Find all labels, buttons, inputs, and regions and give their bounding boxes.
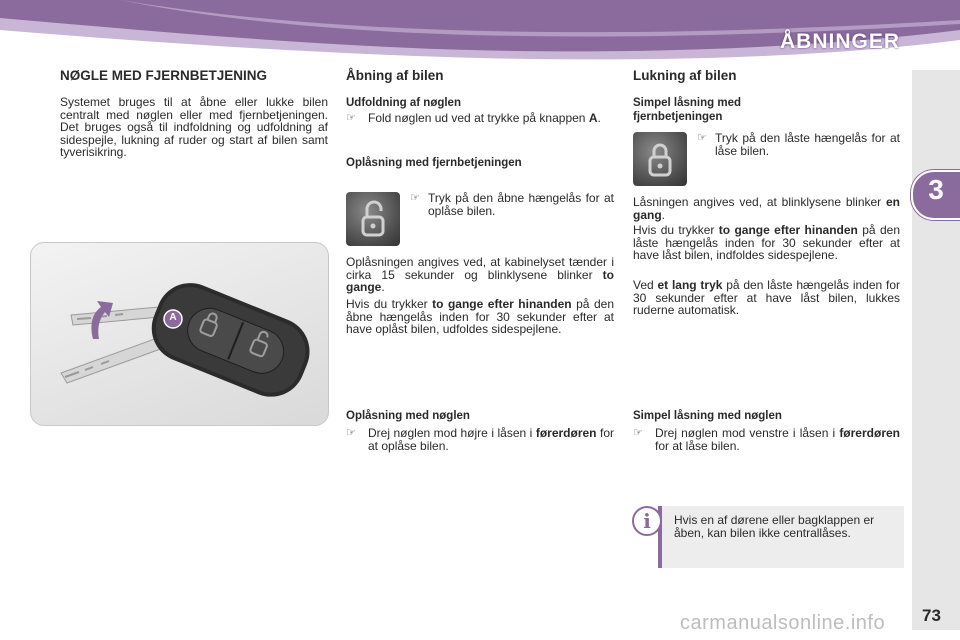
- pointing-hand-icon: ☞: [697, 132, 707, 144]
- chapter-number: 3: [928, 174, 944, 205]
- button-a-label: A: [169, 312, 177, 323]
- key-illustration: [30, 242, 329, 426]
- subheading-remote-lock: Simpel låsning med fjernbetjeningen: [633, 97, 741, 123]
- info-text: Hvis en af dørene eller bagklappen er åben, kan bilen ikke centrallåses.: [674, 513, 875, 540]
- subheading-unfold-key: Udfoldning af nøglen: [346, 97, 461, 109]
- paragraph-unlock-mirrors: Hvis du trykker to gange efter hinanden på den åbne hængelås inden for 30 sekunder efter at have oplåst bilen, udfoldes sidespejlene.: [346, 297, 614, 336]
- paragraph-lock-mirrors: Hvis du trykker to gange efter hinanden på den låste hængelås inden for 30 sekunder efter at have låst bilen, indfoldes sidespejlene.: [633, 223, 900, 262]
- intro-paragraph: Systemet bruges til at åbne eller lukke bilen centralt med nøglen eller med fjernbetjeningen. Det bruges også til indfoldning og udfoldning af sidespejle, lukning af ruder og start af bilen samt tyverisikring.: [60, 95, 328, 159]
- remote-key-icon: [31, 243, 328, 425]
- bullet-key-unlock: ☞ Drej nøglen mod højre i låsen i førerdøren for at oplåse bilen.: [346, 426, 615, 453]
- bullet-remote-unlock: ☞ Tryk på den åbne hængelås for at oplåse bilen.: [410, 191, 614, 218]
- side-strip: [912, 70, 960, 630]
- page-title: ÅBNINGER: [779, 30, 900, 53]
- unlocked-padlock-button-icon: [346, 192, 400, 246]
- paragraph-lock-windows: Ved et lang tryk på den låste hængelås inden for 30 sekunder efter at have låst bilen, lukkes ruderne automatisk.: [633, 278, 900, 317]
- section-heading-locking: Lukning af bilen: [633, 68, 737, 83]
- subheading-key-lock: Simpel låsning med nøglen: [633, 410, 782, 422]
- pointing-hand-icon: ☞: [346, 112, 356, 124]
- bullet-key-lock: ☞ Drej nøglen mod venstre i låsen i førerdøren for at låse bilen.: [633, 426, 900, 453]
- locked-padlock-button-icon: [633, 132, 687, 186]
- subheading-remote-unlock: Oplåsning med fjernbetjeningen: [346, 157, 522, 169]
- watermark: carmanualsonline.info: [680, 612, 886, 634]
- page-number: 73: [922, 606, 941, 625]
- pointing-hand-icon: ☞: [346, 427, 356, 439]
- section-heading-unlocking: Åbning af bilen: [346, 68, 444, 83]
- pointing-hand-icon: ☞: [410, 192, 420, 204]
- info-icon: i: [632, 506, 662, 536]
- pointing-hand-icon: ☞: [633, 427, 643, 439]
- subheading-key-unlock: Oplåsning med nøglen: [346, 410, 470, 422]
- paragraph-lock-indication: Låsningen angives ved, at blinklysene blinker en gang.: [633, 195, 900, 222]
- bullet-remote-lock: ☞ Tryk på den låste hængelås for at låse bilen.: [697, 131, 900, 158]
- section-heading-remote-key: NØGLE MED FJERNBETJENING: [60, 68, 268, 83]
- paragraph-unlock-indication: Oplåsningen angives ved, at kabinelyset tænder i cirka 15 sekunder og blinklysene blinker to gange.: [346, 255, 614, 294]
- bullet-unfold-key: ☞ Fold nøglen ud ved at trykke på knappen A.: [346, 111, 601, 125]
